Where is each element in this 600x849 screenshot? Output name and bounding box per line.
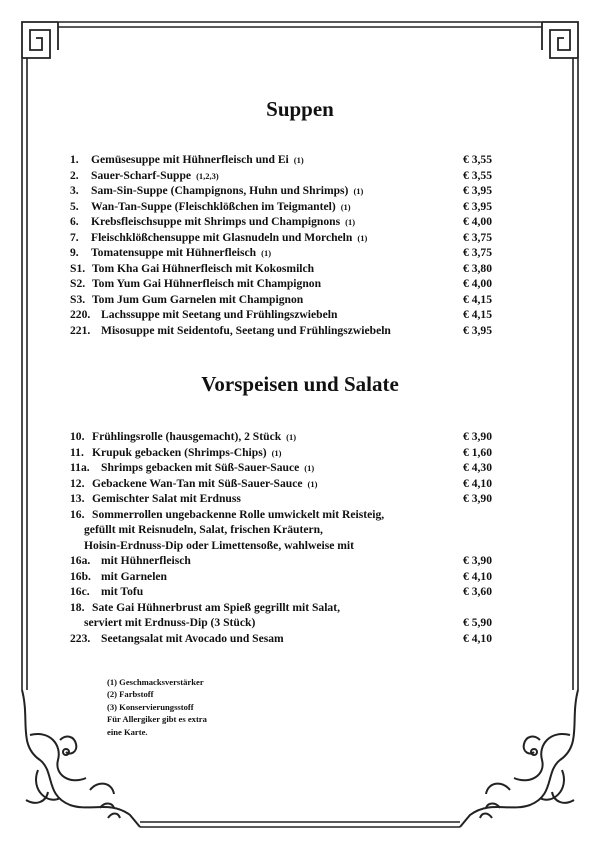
menu-item-number: 13. <box>70 492 85 505</box>
menu-item-name: Fleischklößchensuppe mit Glasnudeln und Morcheln <box>91 230 353 244</box>
menu-item-number: 220. <box>70 308 91 321</box>
menu-item-name: Gemischter Salat mit Erdnuss <box>92 492 241 505</box>
menu-item-additive-note: (1,2,3) <box>196 170 219 181</box>
menu-item-name: Shrimps gebacken mit Süß-Sauer-Sauce <box>101 461 300 474</box>
menu-item-number: S2. <box>70 277 86 290</box>
menu-item-number: S3. <box>70 292 86 306</box>
menu-item-name: Tom Kha Gai Hühnerfleisch mit Kokosmilch <box>92 261 315 275</box>
menu-item-name: Tom Jum Gum Garnelen mit Champignon <box>92 292 304 306</box>
menu-item-price: € 3,55 <box>463 168 492 182</box>
section-title-suppen: Suppen <box>266 97 334 121</box>
menu-item-number: 2. <box>70 168 79 182</box>
menu-item-name: serviert mit Erdnuss-Dip (3 Stück) <box>84 616 256 629</box>
menu-item <box>70 584 510 600</box>
menu-item-additive-note: (1) <box>286 432 297 442</box>
menu-item <box>70 261 510 277</box>
menu-item-name: Sam-Sin-Suppe (Champignons, Huhn und Shrimps) <box>91 184 349 197</box>
menu-item <box>70 429 510 445</box>
menu-item <box>70 152 510 168</box>
menu-item-price: € 3,75 <box>463 230 492 244</box>
menu-item <box>70 230 510 246</box>
menu-item-name: Hoisin-Erdnuss-Dip oder Limettensoße, wahlweise mit <box>84 538 354 552</box>
menu-item-price: € 3,95 <box>463 323 492 337</box>
menu-item-number: 223. <box>70 631 91 645</box>
menu-item <box>70 183 510 199</box>
menu-item-number: 9. <box>70 246 79 259</box>
menu-item-price: € 4,00 <box>463 215 492 228</box>
menu-item-price: € 4,30 <box>463 461 492 474</box>
menu-item <box>70 460 510 476</box>
menu-item-additive-note: (1) <box>353 186 364 196</box>
menu-item-price: € 4,15 <box>463 292 492 306</box>
footnote-line: eine Karte. <box>107 726 148 737</box>
menu-item <box>70 507 510 523</box>
menu-list-vorspeisen <box>70 429 510 646</box>
footnote-line: Für Allergiker gibt es extra <box>107 714 207 725</box>
menu-item <box>70 276 510 292</box>
menu-item-name: mit Hühnerfleisch <box>101 554 191 567</box>
menu-item-price: € 3,60 <box>463 585 492 598</box>
footnote-line: (1) Geschmacksverstärker <box>107 677 204 687</box>
corner-fret-top-left <box>22 22 58 58</box>
menu-item-price: € 3,95 <box>463 199 492 213</box>
menu-item-number: 16b. <box>70 569 91 583</box>
menu-item-number: S1. <box>70 261 86 275</box>
menu-item-price: € 3,90 <box>463 554 492 567</box>
menu-item <box>70 538 510 554</box>
menu-item <box>70 476 510 492</box>
menu-item-number: 1. <box>70 153 79 166</box>
menu-item-price: € 4,10 <box>463 569 492 583</box>
menu-item-name: Sommerrollen ungebackenne Rolle umwickelt mit Reisteig, <box>92 507 385 521</box>
menu-item-additive-note: (1) <box>271 447 282 458</box>
corner-fret-top-right <box>542 22 578 58</box>
menu-item-price: € 3,95 <box>463 184 492 197</box>
menu-item-price: € 3,90 <box>463 492 492 505</box>
menu-item-name: Wan-Tan-Suppe (Fleischklößchen im Teigmantel) <box>91 199 336 213</box>
menu-item-price: € 4,10 <box>463 631 492 645</box>
menu-item-additive-note: (1) <box>357 232 368 243</box>
menu-item <box>70 491 510 507</box>
menu-item <box>70 569 510 585</box>
menu-item-name: Misosuppe mit Seidentofu, Seetang und Frühlingszwiebeln <box>101 323 391 337</box>
menu-item-additive-note: (1) <box>340 201 351 212</box>
menu-item-price: € 3,55 <box>463 153 492 166</box>
menu-item-number: 16c. <box>70 585 90 598</box>
menu-item <box>70 214 510 230</box>
menu-item-number: 7. <box>70 230 79 244</box>
menu-item <box>70 600 510 616</box>
menu-item-number: 11. <box>70 445 84 459</box>
menu-item-number: 18. <box>70 600 85 614</box>
section-title-vorspeisen: Vorspeisen und Salate <box>201 372 399 396</box>
menu-item-price: € 3,75 <box>463 246 492 259</box>
menu-item <box>70 553 510 569</box>
menu-item <box>70 245 510 261</box>
menu-item-name: Tom Yum Gai Hühnerfleisch mit Champignon <box>92 277 322 290</box>
footnote-line: (3) Konservierungsstoff <box>107 701 194 712</box>
menu-item-number: 12. <box>70 476 85 490</box>
footnote-line: (2) Farbstoff <box>107 689 154 700</box>
menu-item-price: € 4,15 <box>463 308 492 321</box>
menu-item-name: Seetangsalat mit Avocado und Sesam <box>101 631 284 645</box>
menu-item-additive-note: (1) <box>293 155 304 165</box>
menu-item-name: gefüllt mit Reisnudeln, Salat, frischen Kräutern, <box>84 523 323 536</box>
menu-item-name: Krebsfleischsuppe mit Shrimps und Champignons <box>91 215 341 228</box>
menu-item-additive-note: (1) <box>307 478 318 489</box>
menu-item <box>70 615 510 631</box>
menu-item-name: Krupuk gebacken (Shrimps-Chips) <box>92 445 267 459</box>
menu-item-additive-note: (1) <box>261 248 272 258</box>
menu-item-number: 5. <box>70 199 79 213</box>
menu-item-number: 10. <box>70 430 85 443</box>
menu-item <box>70 292 510 308</box>
menu-item-number: 221. <box>70 323 91 337</box>
menu-item-price: € 4,00 <box>463 277 492 290</box>
menu-item <box>70 199 510 215</box>
dragon-ornament-bottom-right <box>460 690 578 827</box>
menu-item-number: 16a. <box>70 554 91 567</box>
menu-list-suppen <box>70 152 510 338</box>
menu-item-name: Frühlingsrolle (hausgemacht), 2 Stück <box>92 430 282 443</box>
menu-item-number: 16. <box>70 507 85 521</box>
menu-item-number: 3. <box>70 184 79 197</box>
menu-item-price: € 4,10 <box>463 476 492 490</box>
menu-item-price: € 5,90 <box>463 616 492 629</box>
menu-item-additive-note: (1) <box>304 463 315 473</box>
menu-item <box>70 307 510 323</box>
menu-item <box>70 323 510 339</box>
menu-item-price: € 1,60 <box>463 445 492 459</box>
menu-item-price: € 3,90 <box>463 430 492 443</box>
menu-item-number: 11a. <box>70 461 90 474</box>
footnotes <box>107 676 207 738</box>
menu-item-name: mit Tofu <box>101 585 144 598</box>
menu-item-name: mit Garnelen <box>101 569 168 583</box>
menu-item <box>70 168 510 184</box>
menu-item-name: Tomatensuppe mit Hühnerfleisch <box>91 246 257 259</box>
menu-item-name: Sate Gai Hühnerbrust am Spieß gegrillt mit Salat, <box>92 600 340 614</box>
menu-item-name: Gebackene Wan-Tan mit Süß-Sauer-Sauce <box>92 476 303 490</box>
menu-item <box>70 445 510 461</box>
menu-item-number: 6. <box>70 215 79 228</box>
menu-item-name: Sauer-Scharf-Suppe <box>91 168 192 182</box>
menu-item-price: € 3,80 <box>463 261 492 275</box>
menu-item <box>70 631 510 647</box>
menu-item-name: Gemüsesuppe mit Hühnerfleisch und Ei <box>91 153 289 166</box>
menu-item-additive-note: (1) <box>345 217 356 227</box>
menu-item <box>70 522 510 538</box>
menu-item-name: Lachssuppe mit Seetang und Frühlingszwiebeln <box>101 308 338 321</box>
